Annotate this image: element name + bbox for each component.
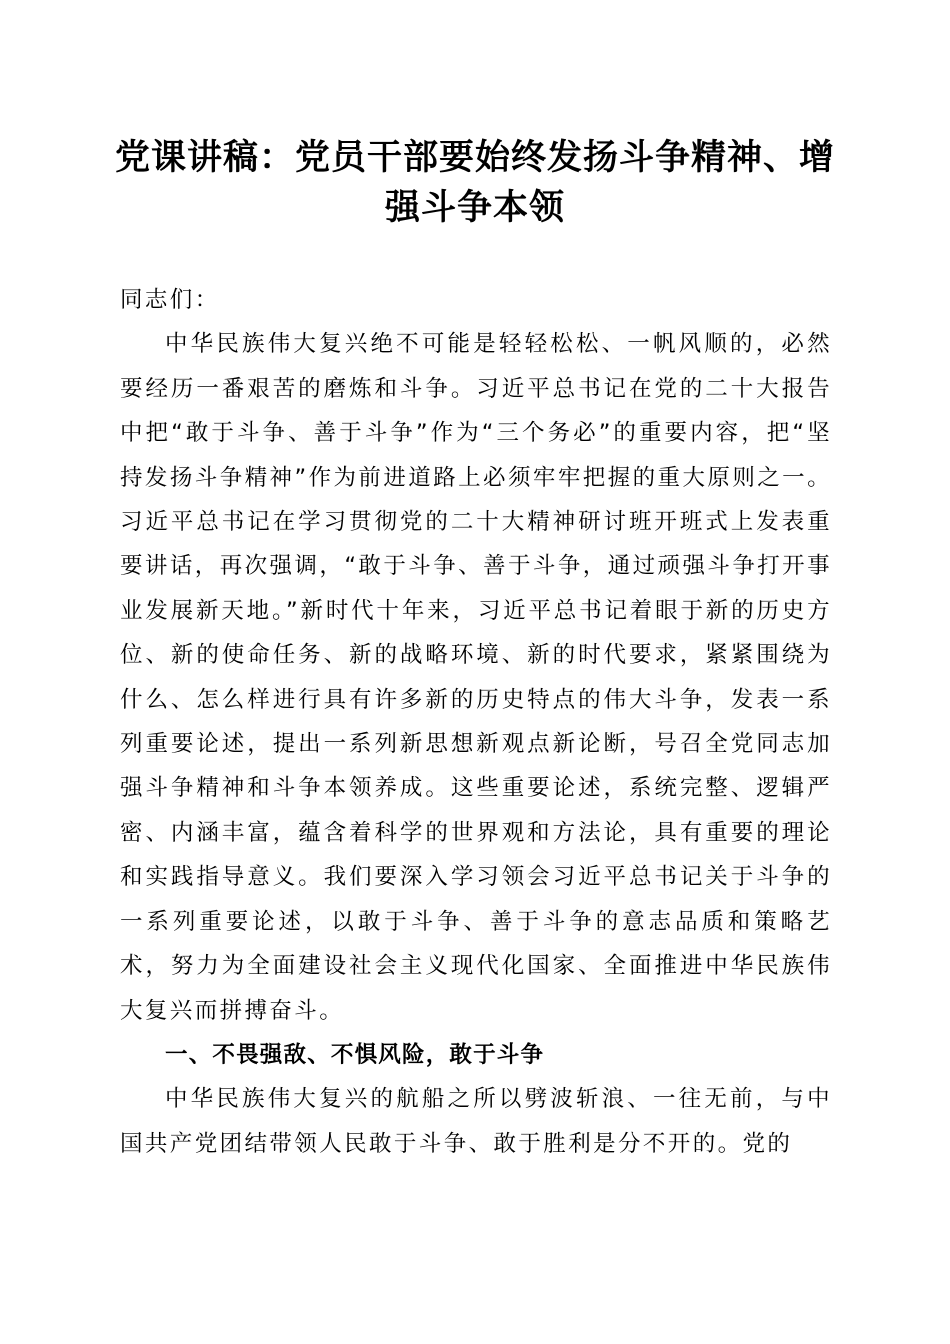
title-line-2: 强斗争本领 bbox=[384, 187, 565, 228]
section-heading-1: 一、不畏强敌、不惧风险，敢于斗争 bbox=[165, 1041, 545, 1068]
document-body bbox=[120, 278, 832, 1166]
paragraph-2: 中华民族伟大复兴的航船之所以劈波斩浪、一往无前，与中国共产党团结带领人民敢于斗争、敢于胜利是分不开的。党的 bbox=[120, 1086, 832, 1157]
title-line-1: 党课讲稿：党员干部要始终发扬斗争精神、增 bbox=[114, 137, 835, 178]
greeting: 同志们： bbox=[120, 287, 220, 313]
document-title bbox=[110, 133, 840, 233]
paragraph-1: 中华民族伟大复兴绝不可能是轻轻松松、一帆风顺的，必然要经历一番艰苦的磨炼和斗争。习近平总书记在党的二十大报告中把“敢于斗争、善于斗争”作为“三个务必”的重要内容，把“坚持发扬斗争精神”作为前进道路上必须牢牢把握的重大原则之一。习近平总书记在学习贯彻党的二十大精神研讨班开班式上发表重要讲话，再次强调，“敢于斗争、善于斗争，通过顽强斗争打开事业发展新天地。”新时代十年来，习近平总书记着眼于新的历史方位、新的使命任务、新的战略环境、新的时代要求，紧紧围绕为什么、怎么样进行具有许多新的历史特点的伟大斗争，发表一系列重要论述，提出一系列新思想新观点新论断，号召全党同志加强斗争精神和斗争本领养成。这些重要论述，系统完整、逻辑严密、内涵丰富，蕴含着科学的世界观和方法论，具有重要的理论和实践指导意义。我们要深入学习领会习近平总书记关于斗争的一系列重要论述，以敢于斗争、善于斗争的意志品质和策略艺术，努力为全面建设社会主义现代化国家、全面推进中华民族伟大复兴而拼搏奋斗。 bbox=[120, 331, 832, 1024]
